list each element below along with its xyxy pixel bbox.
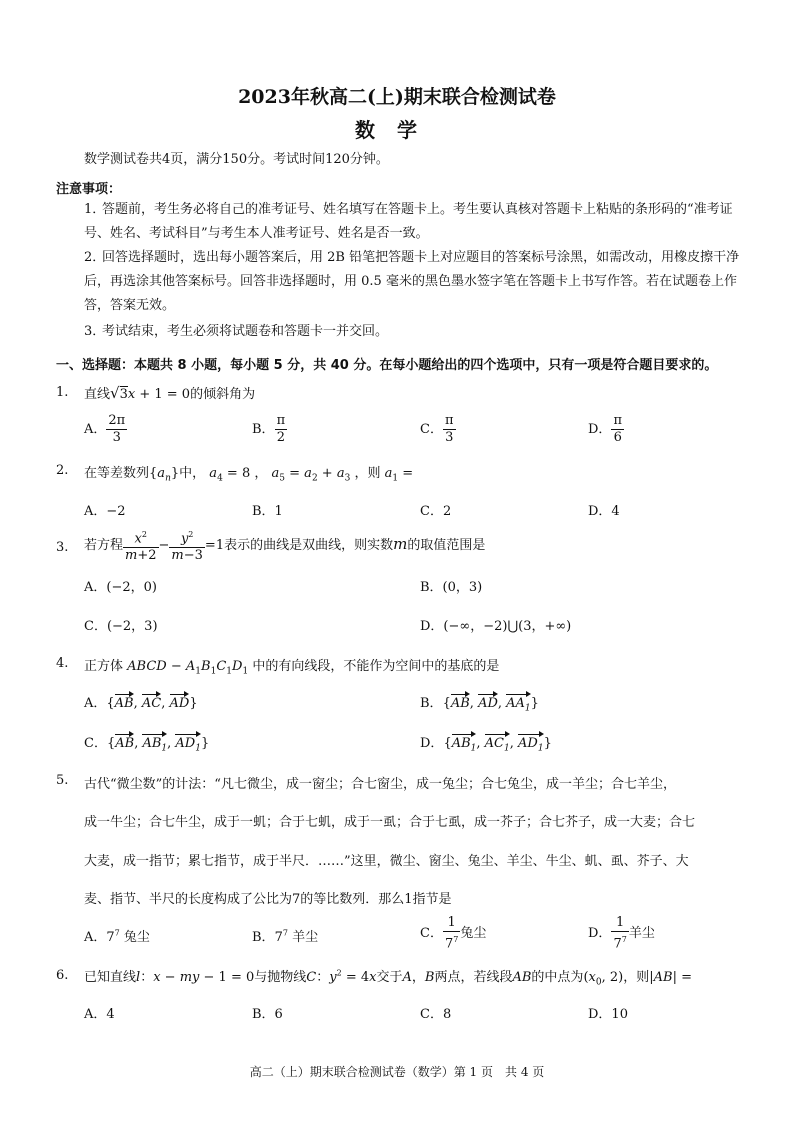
q4-option-c: C．{AB, $AB_1$, $AD_1$} <box>84 736 210 754</box>
q1-option-b <box>252 413 287 446</box>
denominator: 3 <box>445 430 454 445</box>
option-label: A． <box>84 422 107 437</box>
question-number: 5. <box>56 773 69 788</box>
question-number: 4. <box>56 656 69 671</box>
q2-text: ，则 <box>354 466 381 481</box>
denominator: 2 <box>276 430 285 445</box>
option-label: A． <box>84 696 107 711</box>
notice-item-2 <box>84 246 742 318</box>
q4-text: 中的有向线段，不能作为空间中的基底的是 <box>252 659 500 674</box>
option-label: A． <box>84 930 107 945</box>
numerator: 2π <box>108 413 126 428</box>
q3-fraction-y: $\frac{y^2}{m-3}$ <box>169 527 205 564</box>
denominator: 3 <box>112 430 121 445</box>
q6-text: 两点，若线段 <box>434 970 513 985</box>
notice-item-1 <box>84 198 742 246</box>
option-unit: 羊尘 <box>628 926 655 942</box>
q4-option-b: B．{AB, AD, $AA_1$} <box>420 696 539 714</box>
q5-option-a: A．$7^7$ 兔尘 <box>84 928 150 945</box>
q5-option-b: B．$7^7$ 羊尘 <box>252 928 319 945</box>
option-label: D． <box>588 926 612 942</box>
q5-option-c: C． $\frac{1}{7^7}$ 兔尘 <box>420 915 487 952</box>
notice-item-num: 1． <box>84 202 106 217</box>
question-number: 1. <box>56 385 69 400</box>
q2-math-cond: $a_4 = 8$ ， $a_5 = a_2 + a_3$ <box>209 466 351 484</box>
option-fraction <box>106 413 127 446</box>
q1-option-d <box>588 413 624 446</box>
notice-heading: 注意事项： <box>56 182 122 197</box>
option-fraction <box>275 413 288 446</box>
option-fraction <box>611 413 624 446</box>
notice-item-text: 考试结束，考生必须将试题卷和答题卡一并交回。 <box>102 324 389 339</box>
q2-math-ask: $a_1$ = <box>384 466 414 484</box>
denominator: 6 <box>613 430 622 445</box>
q4-text: 正方体 <box>84 659 124 674</box>
q6-option-a: A．4 <box>84 1007 115 1022</box>
question-3-stem: 若方程 $\frac{x^2}{m+2}$ − $\frac{y^2}{m-3}$ =1表示的曲线是双曲线，则实数m的取值范围是 <box>84 527 485 564</box>
q3-text: 表示的曲线是双曲线，则实数 <box>224 538 394 554</box>
q5-line: 成一牛尘；合七牛尘，成于一虮；合于七虮，成于一虱；合于七虱，成一芥子；合七芥子，成一大麦；合七 <box>84 815 696 830</box>
q3-option-d: D．(−∞，−2)⋃(3，+∞) <box>420 619 572 634</box>
q5-line: 大麦，成一指节；累七指节，成于半尺．……”这里，微尘、窗尘、兔尘、羊尘、牛尘、虮、虱、芥子、大 <box>84 854 689 869</box>
q5-line: 古代“微尘数”的计法：“凡七微尘，成一窗尘；合七窗尘，成一兔尘；合七兔尘，成一羊尘；合七羊尘， <box>84 777 676 792</box>
option-label: B． <box>252 930 275 945</box>
option-unit: 兔尘 <box>460 926 487 942</box>
q6-text: 的中点为 <box>531 970 584 985</box>
option-unit: 羊尘 <box>292 930 319 945</box>
question-number: 6. <box>56 968 69 983</box>
q3-option-c: C．(−2，3) <box>84 619 158 634</box>
q2-text: 中， <box>179 466 206 481</box>
q6-text: 已知直线 <box>84 970 137 985</box>
question-1-stem <box>84 383 255 402</box>
q1-option-a <box>84 413 127 446</box>
subject-title: 数学 <box>355 118 439 142</box>
q2-math-seq: $\{a_n\}$ <box>149 466 180 484</box>
question-2-stem <box>84 462 413 484</box>
option-label: D． <box>588 422 612 437</box>
numerator: π <box>613 413 622 428</box>
notice-item-text: 回答选择题时，选出每小题答案后，用 2B 铅笔把答题卡上对应题目的答案标号涂黑，如需改动，用橡皮擦干净后，再选涂其他答案标号。回答非选择题时，用 0.5 毫米的黑色墨水签字笔在答题卡上书写作答。若在试题卷上作答，答案无效。 <box>84 250 740 313</box>
option-unit: 兔尘 <box>123 930 150 945</box>
option-label: C． <box>420 422 443 437</box>
notice-item-num: 3． <box>84 324 106 339</box>
q1-post: 的倾斜角为 <box>190 387 256 402</box>
q1-pre: 直线 <box>84 387 111 402</box>
option-label: B． <box>252 422 275 437</box>
question-6-stem: 已知直线l：x − my − 1 = 0与抛物线C：$y^2 = 4x$交于A，B两点，若线段AB的中点为($x_0$, 2)，则|AB| = <box>84 968 692 988</box>
q2-option-b: B．1 <box>252 504 283 519</box>
question-number: 2. <box>56 463 69 478</box>
notice-item-3 <box>84 320 742 344</box>
option-label: C． <box>84 736 107 751</box>
q6-option-b: B．6 <box>252 1007 283 1022</box>
numerator: π <box>444 413 454 428</box>
notice-item-num: 2． <box>84 250 106 265</box>
question-number: 3. <box>56 540 69 555</box>
q4-option-a: A．{AB, AC, AD} <box>84 696 198 711</box>
q1-math: √3x + 1 = 0 <box>110 384 191 402</box>
notice-item-text: 答题前，考生务必将自己的准考证号、姓名填写在答题卡上。考生要认真核对答题卡上粘贴的条形码的“准考证号、姓名、考试科目”与考生本人准考证号、姓名是否一致。 <box>84 202 733 241</box>
option-label: C． <box>420 926 443 942</box>
q6-text: 交于 <box>376 970 403 985</box>
q5-option-d: D． $\frac{1}{7^7}$ 羊尘 <box>588 915 655 952</box>
q2-option-a: A．−2 <box>84 504 126 519</box>
section-heading: 一、选择题：本题共 8 小题，每小题 5 分，共 40 分。在每小题给出的四个选项中，只有一项是符合题目要求的。 <box>56 358 718 373</box>
q6-option-d: D．10 <box>588 1007 628 1022</box>
question-4-stem <box>84 655 499 677</box>
q3-option-a: A．(−2，0) <box>84 580 157 595</box>
q6-option-c: C．8 <box>420 1007 452 1022</box>
q3-fraction-x: $\frac{x^2}{m+2}$ <box>123 527 159 564</box>
q4-option-d: D．{$AB_1$, $AC_1$, $AD_1$} <box>420 736 552 754</box>
q5-line: 麦、指节、半尺的长度构成了公比为7的等比数列．那么1指节是 <box>84 892 452 907</box>
q3-text: 若方程 <box>84 538 124 554</box>
q6-text: ，则 <box>623 970 650 985</box>
q2-option-d: D．4 <box>588 504 620 519</box>
option-label: D． <box>420 736 444 751</box>
q1-option-c <box>420 413 456 446</box>
option-fraction <box>443 413 456 446</box>
option-label: B． <box>420 696 443 711</box>
q3-option-b: B．(0，3) <box>420 580 483 595</box>
q4-math-cube: ABCD − $A_1B_1C_1D_1$ <box>127 659 249 677</box>
page-footer: 高二（上）期末联合检测试卷（数学）第 1 页 共 4 页 <box>249 1065 545 1079</box>
q6-text: 与抛物线 <box>254 970 307 985</box>
exam-intro: 数学测试卷共4页，满分150分。考试时间120分钟。 <box>84 152 389 167</box>
numerator: π <box>276 413 286 428</box>
q2-text: 在等差数列 <box>84 466 150 481</box>
q2-option-c: C．2 <box>420 504 452 519</box>
q3-text: 的取值范围是 <box>407 538 486 554</box>
exam-title: 2023年秋高二(上)期末联合检测试卷 <box>238 86 556 108</box>
